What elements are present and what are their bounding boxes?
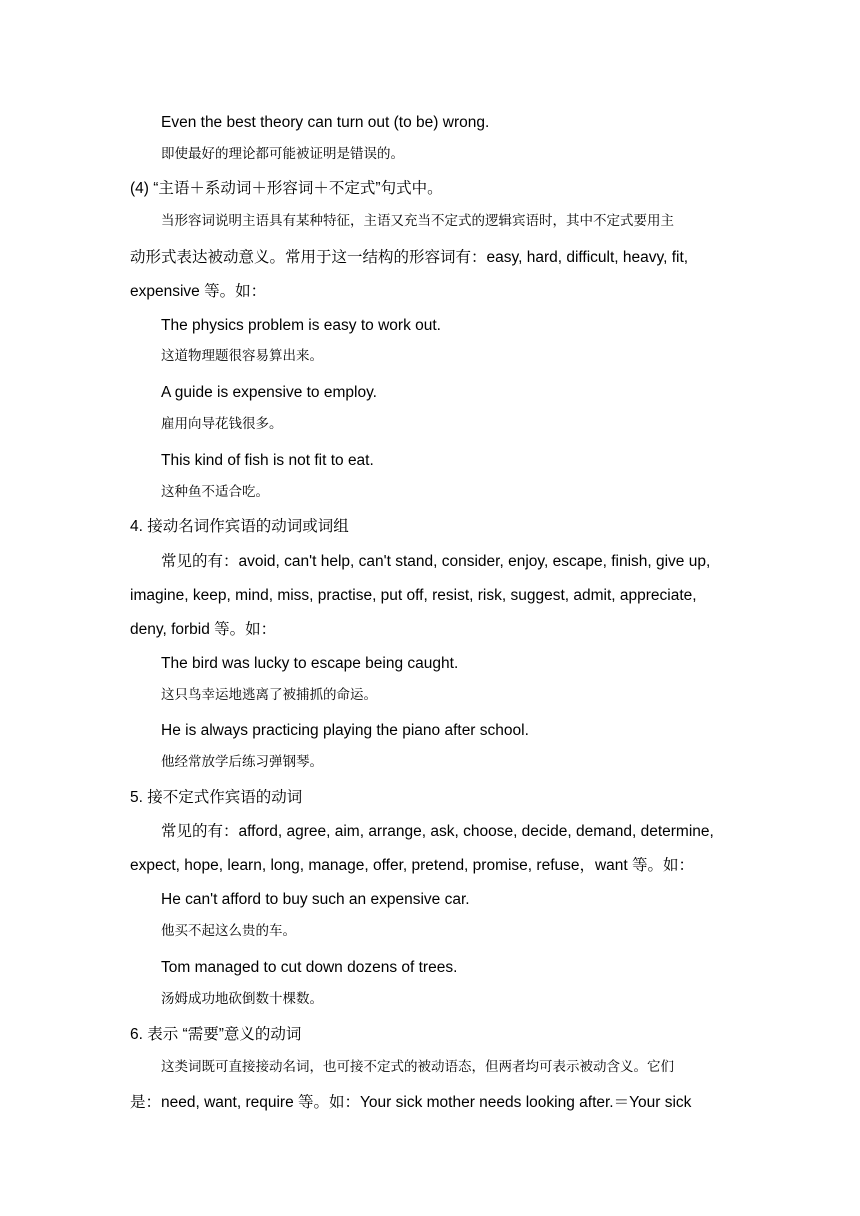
example-sentence-en: Even the best theory can turn out (to be) wrong.: [161, 114, 490, 131]
paragraph-line: expensive 等。如：: [130, 283, 267, 300]
example-translation-zh: 这道物理题很容易算出来。: [161, 348, 323, 364]
paragraph-line: 是：need, want, require 等。如：Your sick mother needs looking after.＝Your sick: [130, 1094, 692, 1111]
paragraph-line: 常见的有：avoid, can't help, can't stand, consider, enjoy, escape, finish, give up,: [161, 553, 711, 570]
example-sentence-en: This kind of fish is not fit to eat.: [161, 452, 374, 469]
section-heading: (4) “主语＋系动词＋形容词＋不定式”句式中。: [130, 180, 443, 197]
example-translation-zh: 他经常放学后练习弹钢琴。: [161, 754, 323, 770]
example-sentence-en: Tom managed to cut down dozens of trees.: [161, 959, 458, 976]
paragraph-line: expect, hope, learn, long, manage, offer, pretend, promise, refuse，want 等。如：: [130, 857, 695, 874]
example-sentence-en: A guide is expensive to employ.: [161, 384, 377, 401]
paragraph-line: 动形式表达被动意义。常用于这一结构的形容词有：easy, hard, difficult, heavy, fit,: [130, 249, 689, 266]
example-sentence-en: The physics problem is easy to work out.: [161, 317, 441, 334]
example-sentence-en: He is always practicing playing the piano after school.: [161, 722, 529, 739]
section-heading: 6. 表示 “需要”意义的动词: [130, 1026, 302, 1043]
example-sentence-en: He can't afford to buy such an expensive car.: [161, 891, 470, 908]
paragraph-line: imagine, keep, mind, miss, practise, put off, resist, risk, suggest, admit, appreciate,: [130, 587, 697, 604]
example-translation-zh: 雇用向导花钱很多。: [161, 416, 283, 432]
paragraph-line: deny, forbid 等。如：: [130, 621, 277, 638]
example-translation-zh: 汤姆成功地砍倒数十棵数。: [161, 991, 323, 1007]
example-translation-zh: 他买不起这么贵的车。: [161, 923, 296, 939]
paragraph-line: 常见的有：afford, agree, aim, arrange, ask, choose, decide, demand, determine,: [161, 823, 714, 840]
example-translation-zh: 这只鸟幸运地逃离了被捕抓的命运。: [161, 687, 377, 703]
section-heading: 4. 接动名词作宾语的动词或词组: [130, 518, 349, 535]
example-translation-zh: 即使最好的理论都可能被证明是错误的。: [161, 146, 404, 162]
paragraph-line: 这类词既可直接接动名词，也可接不定式的被动语态，但两者均可表示被动含义。它们: [161, 1059, 674, 1075]
section-heading: 5. 接不定式作宾语的动词: [130, 789, 303, 806]
paragraph-line: 当形容词说明主语具有某种特征，主语又充当不定式的逻辑宾语时，其中不定式要用主: [161, 213, 674, 229]
example-translation-zh: 这种鱼不适合吃。: [161, 484, 269, 500]
example-sentence-en: The bird was lucky to escape being caught.: [161, 655, 459, 672]
